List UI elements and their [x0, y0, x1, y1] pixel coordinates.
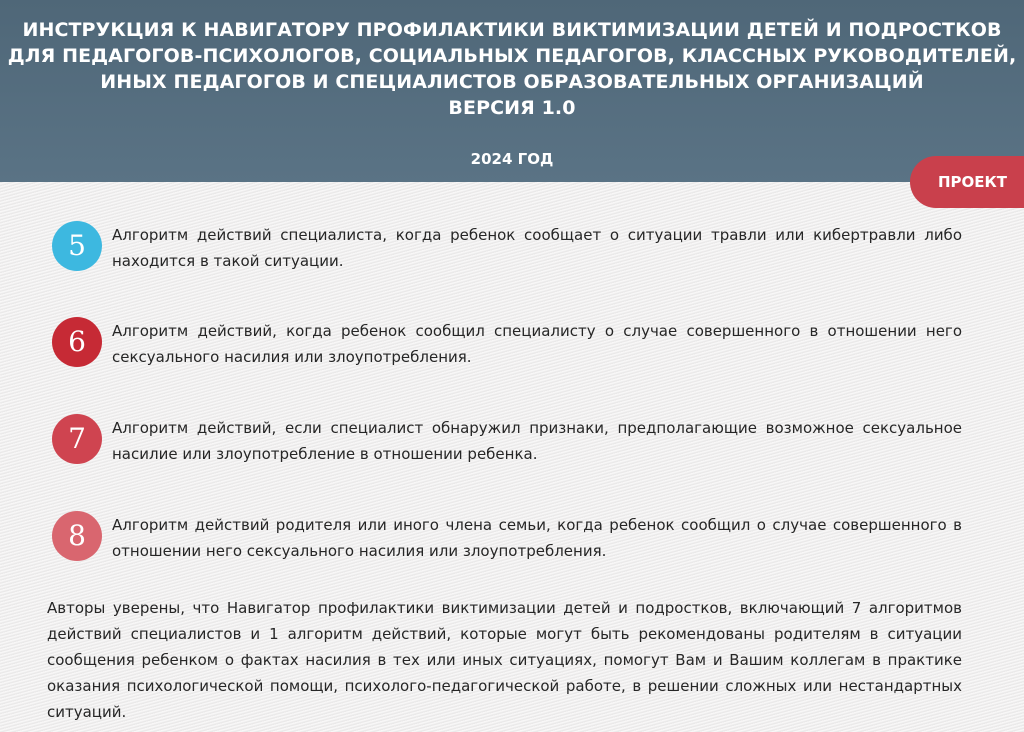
header-banner [0, 0, 1024, 182]
title-line-1: ИНСТРУКЦИЯ К НАВИГАТОРУ ПРОФИЛАКТИКИ ВИКТИМИЗАЦИИ ДЕТЕЙ И ПОДРОСТКОВ [22, 19, 1002, 41]
title-line-2: ДЛЯ ПЕДАГОГОВ-ПСИХОЛОГОВ, СОЦИАЛЬНЫХ ПЕДАГОГОВ, КЛАССНЫХ РУКОВОДИТЕЛЕЙ, [7, 45, 1017, 67]
version-line: ВЕРСИЯ 1.0 [448, 97, 576, 119]
number-circle-8: 8 [52, 511, 102, 561]
number-circle-7: 7 [52, 414, 102, 464]
number-circle-6: 6 [52, 317, 102, 367]
project-badge: ПРОЕКТ [910, 156, 1024, 208]
algorithm-text-5: Алгоритм действий специалиста, когда ребенок сообщает о ситуации травли или кибертравли либо находится в такой ситуации. [112, 226, 962, 270]
algorithm-text-6: Алгоритм действий, когда ребенок сообщил специалисту о случае совершенного в отношении него сексуального насилия или злоупотребления. [112, 322, 962, 366]
algorithm-text-8: Алгоритм действий родителя или иного члена семьи, когда ребенок сообщил о случае совершенного в отношении него сексуального насилия или злоупотребления. [112, 516, 962, 560]
title-line-3: ИНЫХ ПЕДАГОГОВ И СПЕЦИАЛИСТОВ ОБРАЗОВАТЕЛЬНЫХ ОРГАНИЗАЦИЙ [100, 71, 924, 93]
algorithm-text-7: Алгоритм действий, если специалист обнаружил признаки, предполагающие возможное сексуальное насилие или злоупотребление в отношении ребенка. [112, 419, 962, 463]
conclusion-paragraph: Авторы уверены, что Навигатор профилактики виктимизации детей и подростков, включающий 7 алгоритмов действий специалистов и 1 алгоритм действий, которые могут быть рекомендованы родителям в ситуации сообщения ребенком о фактах насилия в тех или иных ситуациях, помогут Вам и Вашим коллегам в практике оказания психологической помощи, психолого-педагогической работе, в решении сложных или нестандартных ситуаций. [47, 599, 962, 721]
number-circle-5: 5 [52, 221, 102, 271]
document-title [0, 17, 1024, 121]
year-label: 2024 ГОД [470, 150, 554, 168]
